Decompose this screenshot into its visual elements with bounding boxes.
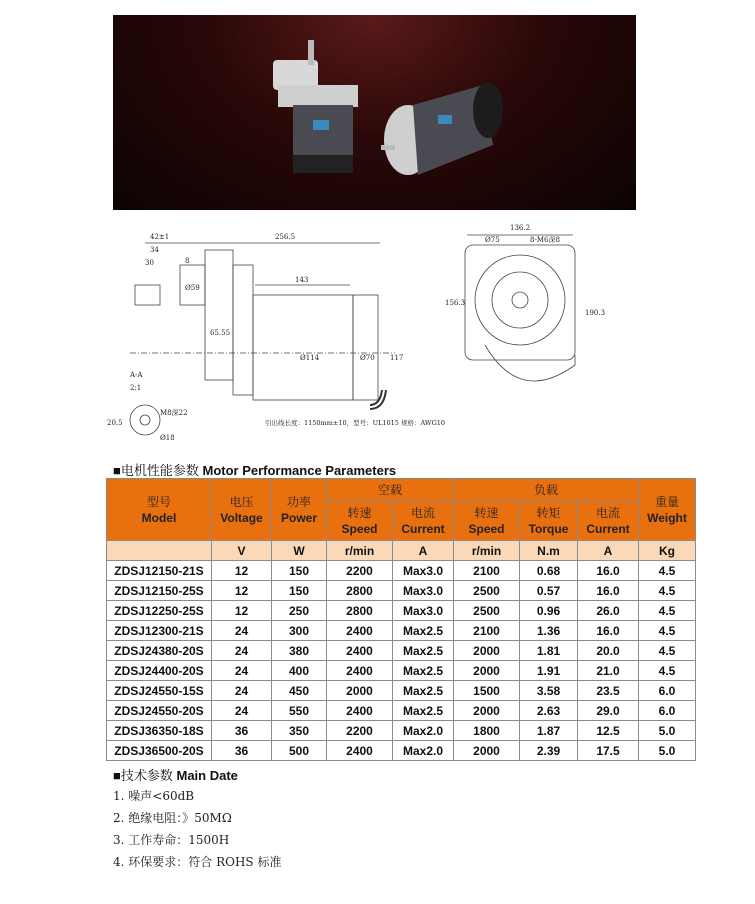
dim-label: 8: [185, 257, 190, 265]
table-cell: 24: [212, 621, 272, 641]
motor-photo-illustration: [113, 15, 636, 210]
header-weight: 重量 Weight: [639, 479, 696, 541]
table-cell: 550: [272, 701, 327, 721]
table-cell: 4.5: [639, 641, 696, 661]
dim-label: 34: [150, 246, 159, 254]
table-row: [107, 721, 696, 741]
table-cell: 17.5: [578, 741, 639, 761]
table-cell: 16.0: [578, 581, 639, 601]
table-cell: 2000: [327, 681, 393, 701]
dim-label: 20.5: [107, 419, 123, 427]
table-cell: 300: [272, 621, 327, 641]
table-cell: 400: [272, 661, 327, 681]
table-cell: 12: [212, 561, 272, 581]
table-row: [107, 681, 696, 701]
table-cell: ZDSJ36500-20S: [107, 741, 212, 761]
table-cell: 1.87: [520, 721, 578, 741]
dim-label: 143: [295, 276, 309, 284]
table-cell: 250: [272, 601, 327, 621]
table-cell: Max3.0: [393, 561, 454, 581]
table-cell: 23.5: [578, 681, 639, 701]
table-cell: 1800: [454, 721, 520, 741]
table-cell: 4.5: [639, 561, 696, 581]
unit-cell: [107, 541, 212, 561]
dim-label: 2:1: [130, 384, 142, 392]
table-cell: 4.5: [639, 581, 696, 601]
table-cell: 0.57: [520, 581, 578, 601]
table-cell: 36: [212, 721, 272, 741]
header-load: 负载: [454, 479, 639, 501]
performance-table: [106, 478, 696, 761]
product-photo: [113, 15, 636, 210]
table-row: [107, 601, 696, 621]
table-cell: Max2.5: [393, 661, 454, 681]
table-cell: 2000: [454, 661, 520, 681]
table-cell: ZDSJ12150-21S: [107, 561, 212, 581]
table-cell: 2800: [327, 581, 393, 601]
table-cell: 36: [212, 741, 272, 761]
wire-note: 引出线长度：1150mm±10，型号：UL1015 规格：AWG10: [265, 419, 446, 427]
header-noload-speed: 转速 Speed: [327, 501, 393, 541]
table-cell: ZDSJ24380-20S: [107, 641, 212, 661]
table-row: [107, 661, 696, 681]
table-cell: ZDSJ36350-18S: [107, 721, 212, 741]
table-cell: 0.96: [520, 601, 578, 621]
unit-cell: A: [393, 541, 454, 561]
table-cell: 2400: [327, 741, 393, 761]
main-data-list: [113, 785, 281, 873]
header-no-load: 空载: [327, 479, 454, 501]
dim-label: Ø70: [360, 354, 375, 362]
table-cell: 150: [272, 581, 327, 601]
list-item: 1. 噪声<60dB: [113, 789, 195, 803]
table-cell: 500: [272, 741, 327, 761]
header-load-current: 电流 Current: [578, 501, 639, 541]
table-cell: Max2.5: [393, 641, 454, 661]
table-cell: 2000: [454, 741, 520, 761]
unit-cell: r/min: [327, 541, 393, 561]
table-cell: 5.0: [639, 721, 696, 741]
dim-label: 8-M6深8: [530, 236, 560, 244]
table-cell: 4.5: [639, 621, 696, 641]
table-cell: 2.63: [520, 701, 578, 721]
table-cell: 2200: [327, 721, 393, 741]
table-row: [107, 561, 696, 581]
table-cell: ZDSJ24400-20S: [107, 661, 212, 681]
table-row: [107, 741, 696, 761]
unit-cell: V: [212, 541, 272, 561]
table-cell: 12: [212, 581, 272, 601]
table-cell: 2400: [327, 661, 393, 681]
dim-label: Ø75: [485, 236, 500, 244]
dim-label: M8深22: [160, 409, 188, 417]
table-cell: 3.58: [520, 681, 578, 701]
unit-cell: W: [272, 541, 327, 561]
table-cell: 4.5: [639, 601, 696, 621]
table-cell: 5.0: [639, 741, 696, 761]
table-cell: Max2.0: [393, 721, 454, 741]
performance-section-title: [113, 460, 396, 479]
header-load-speed: 转速 Speed: [454, 501, 520, 541]
table-cell: 2800: [327, 601, 393, 621]
table-row: [107, 641, 696, 661]
title-cn: ■技术参数: [113, 768, 173, 783]
table-cell: 4.5: [639, 661, 696, 681]
units-row: [107, 541, 696, 561]
table-cell: 16.0: [578, 621, 639, 641]
unit-cell: Kg: [639, 541, 696, 561]
table-cell: 29.0: [578, 701, 639, 721]
table-cell: 2.39: [520, 741, 578, 761]
table-cell: ZDSJ12150-25S: [107, 581, 212, 601]
table-cell: 2400: [327, 701, 393, 721]
table-cell: 2200: [327, 561, 393, 581]
main-data-section-title: [113, 765, 238, 784]
table-cell: 150: [272, 561, 327, 581]
table-cell: 1500: [454, 681, 520, 701]
unit-cell: N.m: [520, 541, 578, 561]
dim-label: 156.3: [445, 299, 466, 307]
table-cell: Max2.5: [393, 701, 454, 721]
dim-label: 136.2: [510, 224, 531, 232]
dim-label: Ø18: [160, 434, 175, 442]
table-cell: 6.0: [639, 701, 696, 721]
table-cell: 2100: [454, 621, 520, 641]
dim-label: 42±1: [150, 233, 170, 241]
table-row: [107, 701, 696, 721]
table-cell: 24: [212, 661, 272, 681]
technical-drawings: [105, 215, 615, 447]
header-power: 功率 Power: [272, 479, 327, 541]
table-cell: Max3.0: [393, 581, 454, 601]
table-cell: 1.36: [520, 621, 578, 641]
unit-cell: r/min: [454, 541, 520, 561]
table-cell: 6.0: [639, 681, 696, 701]
table-cell: 24: [212, 641, 272, 661]
table-cell: 2400: [327, 621, 393, 641]
dim-label: 190.3: [585, 309, 606, 317]
header-voltage: 电压 Voltage: [212, 479, 272, 541]
table-cell: 1.91: [520, 661, 578, 681]
table-cell: 12: [212, 601, 272, 621]
table-cell: 24: [212, 701, 272, 721]
header-model: 型号 Model: [107, 479, 212, 541]
table-cell: 2500: [454, 601, 520, 621]
table-cell: ZDSJ12250-25S: [107, 601, 212, 621]
table-row: [107, 581, 696, 601]
table-cell: 2000: [454, 641, 520, 661]
table-cell: Max3.0: [393, 601, 454, 621]
list-item: 4. 环保要求：符合 ROHS 标准: [113, 855, 282, 869]
table-cell: ZDSJ12300-21S: [107, 621, 212, 641]
table-cell: 350: [272, 721, 327, 741]
header-noload-current: 电流 Current: [393, 501, 454, 541]
table-cell: 0.68: [520, 561, 578, 581]
unit-cell: A: [578, 541, 639, 561]
table-cell: Max2.5: [393, 621, 454, 641]
title-cn: ■电机性能参数: [113, 463, 199, 478]
dim-label: Ø114: [300, 354, 320, 362]
list-item: 2. 绝缘电阻：》50MΩ: [113, 811, 232, 825]
table-cell: Max2.5: [393, 681, 454, 701]
table-row: [107, 621, 696, 641]
title-en: Main Date: [176, 768, 238, 783]
table-cell: 2500: [454, 581, 520, 601]
dim-label: 117: [390, 354, 404, 362]
dim-label: 256.5: [275, 233, 296, 241]
table-cell: 16.0: [578, 561, 639, 581]
table-cell: 21.0: [578, 661, 639, 681]
table-cell: 2100: [454, 561, 520, 581]
table-cell: ZDSJ24550-15S: [107, 681, 212, 701]
table-cell: Max2.0: [393, 741, 454, 761]
table-cell: 450: [272, 681, 327, 701]
list-item: 3. 工作寿命：1500H: [113, 833, 230, 847]
title-en: Motor Performance Parameters: [202, 463, 397, 478]
dim-label: 65.55: [210, 329, 231, 337]
table-cell: 1.81: [520, 641, 578, 661]
table-cell: 26.0: [578, 601, 639, 621]
table-cell: 2400: [327, 641, 393, 661]
table-cell: ZDSJ24550-20S: [107, 701, 212, 721]
dim-label: A-A: [130, 371, 143, 379]
table-cell: 24: [212, 681, 272, 701]
dim-label: Ø59: [185, 284, 200, 292]
table-cell: 12.5: [578, 721, 639, 741]
table-cell: 2000: [454, 701, 520, 721]
header-load-torque: 转矩 Torque: [520, 501, 578, 541]
table-cell: 380: [272, 641, 327, 661]
dim-label: 30: [145, 259, 154, 267]
table-cell: 20.0: [578, 641, 639, 661]
